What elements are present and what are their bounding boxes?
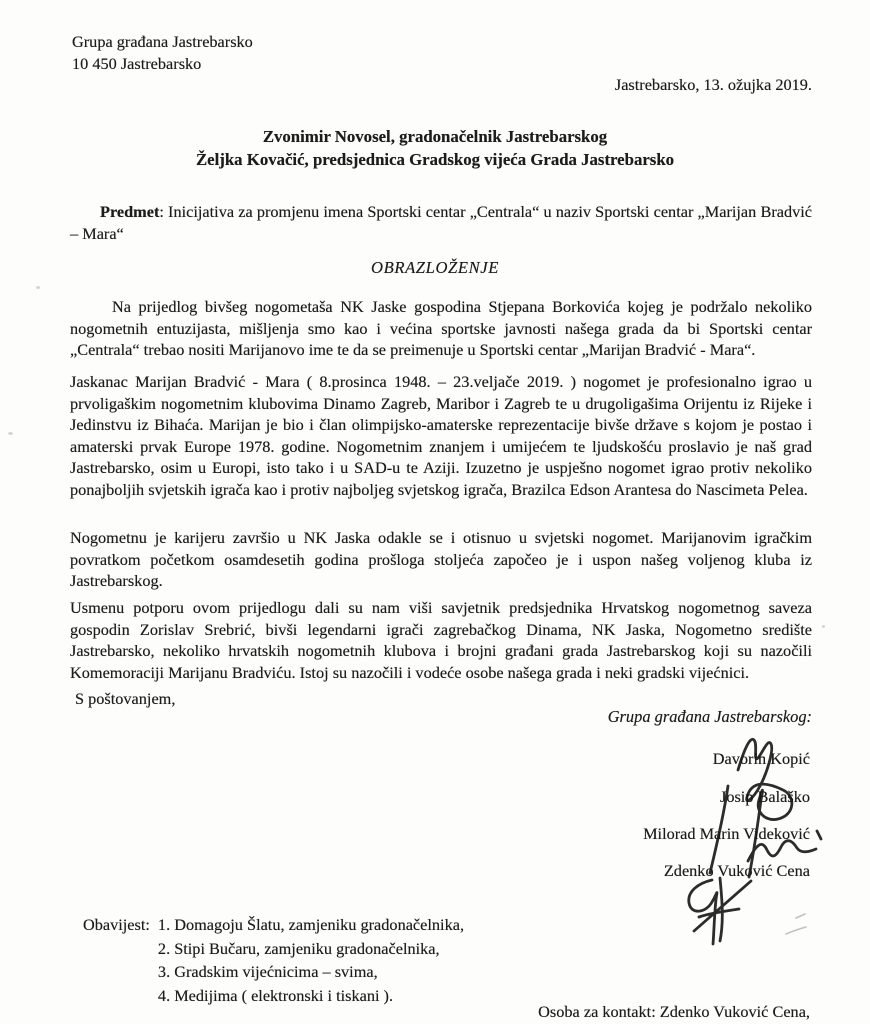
notice-item: 2. Stipi Bučaru, zamjeniku gradonačelnika,: [157, 938, 440, 958]
sender-name: Grupa građana Jastrebarsko: [72, 32, 253, 51]
subject-text: : Inicijativa za promjenu imena Sportski centar „Centrala“ u naziv Sportski centar „Marijan Bradvić – Mara“: [70, 202, 812, 243]
recipients-block: [0, 126, 870, 171]
notice-items: [158, 913, 464, 1007]
contact-person-line: Osoba za kontakt: Zdenko Vuković Cena,: [538, 1002, 810, 1021]
scan-speck: [36, 286, 40, 289]
signatory-name: Zdenko Vuković Cena: [663, 861, 810, 880]
section-heading: OBRAZLOŽENJE: [371, 258, 499, 277]
paragraph-support: Usmenu potporu ovom prijedlogu dali su nam viši savjetnik predsjednika Hrvatskog nogometnog saveza gospodin Zorislav Srebrić, bivši legendarni igrači zagrebačkog Dinama, NK Jaska, Nogometno središte Jastrebarsko, nekoliko hrvatskih nogometnih klubova i brojni građani grada Jastrebarskog koji su nazočili Komemoraciji Marijanu Bradviću. Istoj su nazočili i vodeće osobe našega grada i neki gradski vijećnici.: [70, 598, 812, 682]
recipient-mayor: Zvonimir Novosel, gradonačelnik Jastrebarskog: [262, 127, 608, 146]
signature-group-label: Grupa građana Jastrebarskog:: [607, 707, 812, 726]
notice-label: Obavijest:: [83, 915, 150, 934]
notice-item: 3. Gradskim vijećnicima – svima,: [157, 962, 378, 981]
scan-speck: [822, 625, 825, 628]
dateline: Jastrebarsko, 13. ožujka 2019.: [614, 75, 812, 94]
sender-postal: 10 450 Jastrebarsko: [72, 53, 202, 73]
notice-item: 1. Domagoju Šlatu, zamjeniku gradonačelnika,: [157, 915, 465, 934]
signatory-name: Josip Balaško: [719, 787, 810, 806]
subject-label: Predmet: [100, 202, 160, 221]
paragraph-career: Nogometnu je karijeru završio u NK Jaska odakle se i otisnuo u svjetski nogomet. Marijanovim igračkim povratkom početkom osamdesetih godina prošloga stoljeća započeo je i uspon našeg voljenog kluba iz Jastrebarskog.: [70, 528, 812, 591]
recipient-council-president: Željka Kovačić, predsjednica Gradskog vijeća Grada Jastrebarsko: [195, 149, 675, 169]
subject-line: [70, 201, 812, 244]
closing-salutation: S poštovanjem,: [75, 689, 176, 708]
notice-block: [83, 913, 464, 1007]
signatory-name: Milorad Marin Videković: [643, 824, 810, 843]
paragraph-proposal: Na prijedlog bivšeg nogometaša NK Jaske gospodina Stjepana Borkovića kojeg je podržalo nekoliko nogometnih entuzijasta, mišljenja smo kao i većina sportske javnosti našega grada da bi Sportski centar „Centrala“ trebao nositi Marijanovo ime te da se preimenuje u Sportski centar „Marijan Bradvić - Mara“.: [70, 297, 812, 360]
sender-block: [72, 31, 253, 74]
scan-speck: [8, 432, 13, 435]
paragraph-biography: Jaskanac Marijan Bradvić - Mara ( 8.prosinca 1948. – 23.veljače 2019. ) nogomet je profesionalno igrao u prvoligaškim nogometnim klubovima Dinamo Zagreb, Maribor i Zagreb te u drugoligašima Orijentu iz Rijeke i Jedinstvu iz Bihaća. Marijan je bio i član olimpijsko-amaterske reprezentacije bivše države s kojom je postao i amaterski prvak Europe 1978. godine. Nogometnim znanjem i umijećem te ljudskošću proslavio je naš grad Jastrebarsko, osim u Europi, isto tako i u SAD-u te Aziji. Izuzetno je uspješno nogomet igrao protiv nekoliko ponajboljih svjetskih igrača kao i protiv najboljeg svjetskog igrača, Brazilca Edson Arantesa do Nascimeta Pelea.: [70, 372, 812, 499]
signatory-name: Davorin Kopić: [712, 749, 810, 768]
notice-item: 4. Medijima ( elektronski i tiskani ).: [157, 985, 394, 1005]
